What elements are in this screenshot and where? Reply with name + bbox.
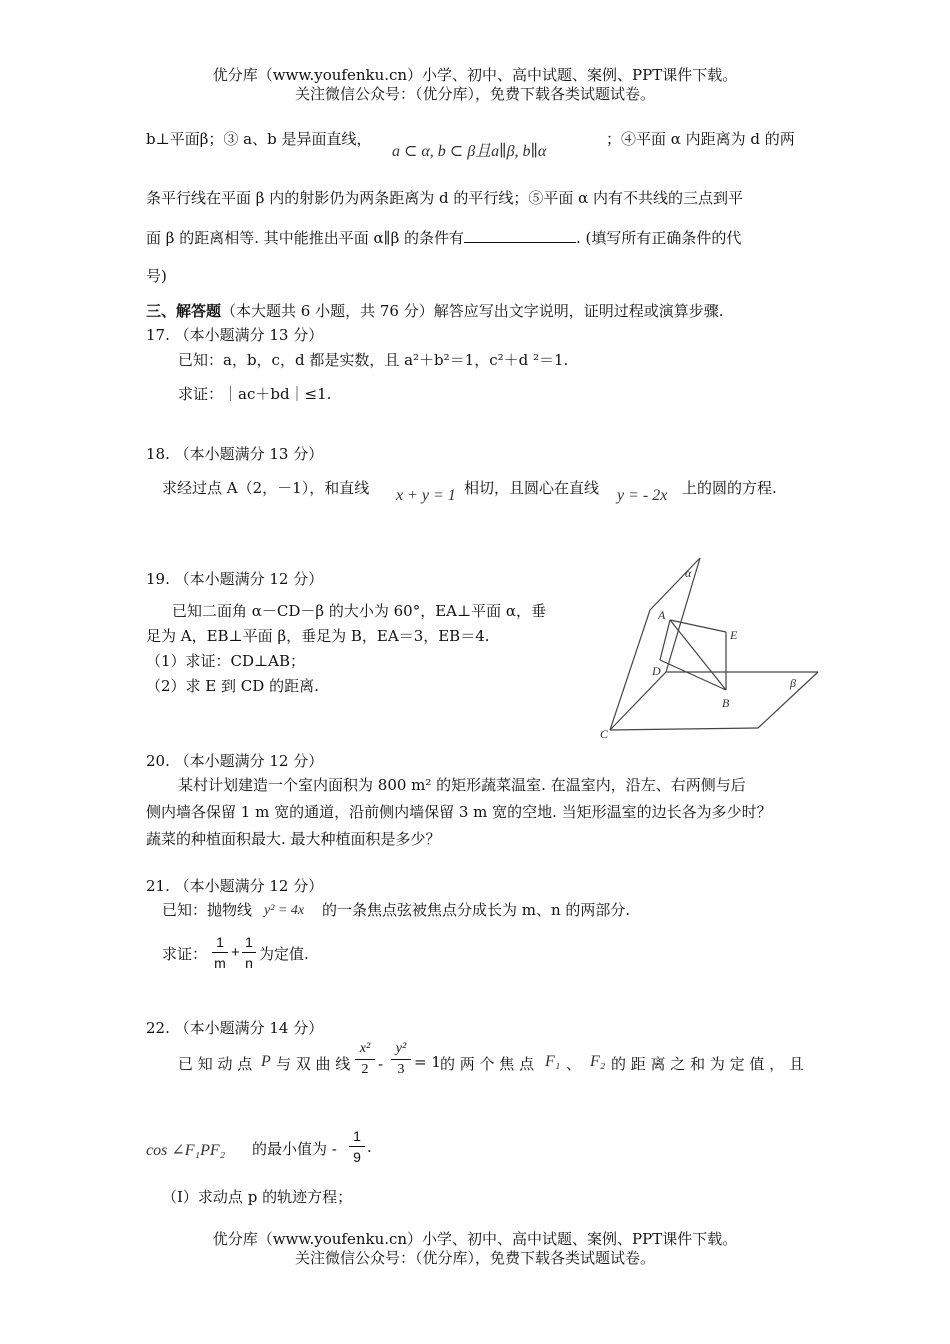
q16-line1-start: b⊥平面β；③ a、b 是异面直线， [146, 130, 372, 148]
q21-text-1: 已知：抛物线 [162, 901, 253, 919]
focus-F2: F₂ [590, 1053, 606, 1070]
q18-text-1: 求经过点 A（2，－1），和直线 [162, 479, 370, 497]
q19-part2: （2）求 E 到 CD 的距离. [146, 677, 319, 695]
beta-right-edge [758, 672, 818, 728]
q21-parabola: y² = 4x [264, 903, 305, 918]
minus-sign: - [378, 1055, 384, 1073]
q16-line3 [146, 227, 741, 248]
frac2-den: n [245, 955, 253, 971]
q16-line3-text: 面 β 的距离相等. 其中能推出平面 α∥β 的条件有 [146, 229, 465, 247]
q21-text-3: 为定值. [259, 945, 309, 963]
alpha-left-edge [610, 610, 650, 730]
plus-sign: + [231, 944, 240, 961]
q20-line3: 蔬菜的种植面积最大. 最大种植面积是多少？ [146, 830, 441, 848]
q22-min-text: 的最小值为 - [252, 1140, 337, 1158]
q20-heading: 20. （本小题满分 12 分） [146, 752, 324, 770]
q19-part1: （1）求证：CD⊥AB； [146, 652, 306, 670]
q18-line-formula: x + y = 1 [396, 487, 456, 504]
q17-prove: 求证：｜ac＋bd｜≤1. [178, 385, 332, 403]
q22-point-P: P [261, 1053, 271, 1070]
q17-heading: 17. （本小题满分 13 分） [146, 326, 324, 344]
frac1-den: m [214, 955, 226, 971]
section-desc: （本大题共 6 小题，共 76 分）解答应写出文字说明，证明过程或演算步骤. [221, 302, 724, 320]
header-line-2: 关注微信公众号：（优分库），免费下载各类试题试卷。 [294, 85, 655, 103]
q21-prove-label: 求证： [162, 945, 208, 963]
fraction-y2-over-3 [391, 1040, 411, 1079]
focus-F1: F₁ [545, 1053, 561, 1070]
q16-line3-tail: . (填写所有正确条件的代 [576, 229, 742, 247]
q16-line4: 号) [146, 267, 167, 285]
ninth-den: 9 [353, 1149, 361, 1165]
period: . [367, 1138, 372, 1156]
equals-one: = 1 [414, 1053, 441, 1071]
label-beta: β [790, 676, 796, 690]
q18-heading: 18. （本小题满分 13 分） [146, 445, 324, 463]
q22-text-3: 的 两 个 焦 点 [440, 1055, 535, 1073]
q16-line2: 条平行线在平面 β 内的射影仍为两条距离为 d 的平行线；⑤平面 α 内有不共线的三点到平 [146, 189, 744, 207]
section-title: 三、解答题 [146, 302, 222, 320]
q18-text-3: 上的圆的方程. [682, 479, 777, 497]
fraction-1-over-n [242, 933, 256, 972]
fraction-1-over-m [212, 933, 228, 972]
q19-line1: 已知二面角 α－CD－β 的大小为 60°，EA⊥平面 α，垂 [172, 602, 546, 620]
q16-formula: a ⊂ α, b ⊂ β且a∥β, b∥α [392, 143, 547, 160]
beta-front-edge [610, 728, 758, 730]
q21-text-2: 的一条焦点弦被焦点分成长为 m、n 的两部分. [322, 901, 631, 919]
header-line-1: 优分库（www.youfenku.cn）小学、初中、高中试题、案例、PPT课件下载。 [212, 66, 738, 84]
fraction-1-over-9 [349, 1127, 365, 1166]
label-E: E [730, 628, 738, 642]
frac2-num: 1 [245, 934, 253, 950]
frac1-num: 1 [216, 934, 224, 950]
alpha-lower-edge [610, 672, 666, 730]
q22-separator: 、 [566, 1055, 582, 1073]
q22-part1: （I）求动点 p 的轨迹方程； [162, 1188, 353, 1206]
q18-text-2: 相切，且圆心在直线 [464, 479, 600, 497]
label-D: D [652, 664, 661, 678]
q19-heading: 19. （本小题满分 12 分） [146, 570, 324, 588]
segment-DB [660, 660, 726, 690]
segment-AD [660, 620, 670, 660]
label-alpha: α [685, 566, 692, 580]
x2-num: x² [359, 1041, 371, 1056]
q22-text-2: 与 双 曲 线 [276, 1055, 351, 1073]
q21-heading: 21. （本小题满分 12 分） [146, 877, 324, 895]
y2-num: y² [395, 1041, 407, 1056]
label-B: B [722, 696, 730, 710]
label-C: C [600, 727, 609, 741]
x2-den: 2 [361, 1062, 369, 1077]
section-heading [146, 300, 724, 321]
label-A: A [658, 608, 666, 622]
ninth-num: 1 [353, 1128, 361, 1144]
q18-center-formula: y = - 2x [617, 487, 668, 504]
y2-den: 3 [397, 1062, 405, 1077]
answer-blank[interactable] [464, 228, 576, 243]
dihedral-figure [590, 550, 830, 745]
footer-line-2: 关注微信公众号：（优分库），免费下载各类试题试卷。 [294, 1249, 655, 1267]
cos-angle: cos ∠F₁PF₂ [146, 1142, 226, 1159]
q20-line2: 侧内墙各保留 1 m 宽的通道，沿前侧内墙保留 3 m 宽的空地. 当矩形温室的边长各为多少时？ [146, 803, 772, 821]
q22-text-1: 已 知 动 点 [178, 1055, 253, 1073]
fraction-x2-over-2 [355, 1040, 375, 1079]
q17-given: 已知：a，b，c，d 都是实数，且 a²＋b²＝1，c²＋d ²＝1. [178, 351, 569, 369]
q20-line1: 某村计划建造一个室内面积为 800 m² 的矩形蔬菜温室. 在温室内，沿左、右两侧与后 [178, 776, 746, 794]
q22-heading: 22. （本小题满分 14 分） [146, 1019, 324, 1037]
q19-line2: 足为 A，EB⊥平面 β，垂足为 B，EA＝3，EB＝4. [146, 627, 490, 645]
q16-line1-end: ；④平面 α 内距离为 d 的两 [606, 130, 795, 148]
footer-line-1: 优分库（www.youfenku.cn）小学、初中、高中试题、案例、PPT课件下载。 [212, 1230, 738, 1248]
q22-text-4: 的 距 离 之 和 为 定 值 ， 且 [611, 1055, 804, 1073]
